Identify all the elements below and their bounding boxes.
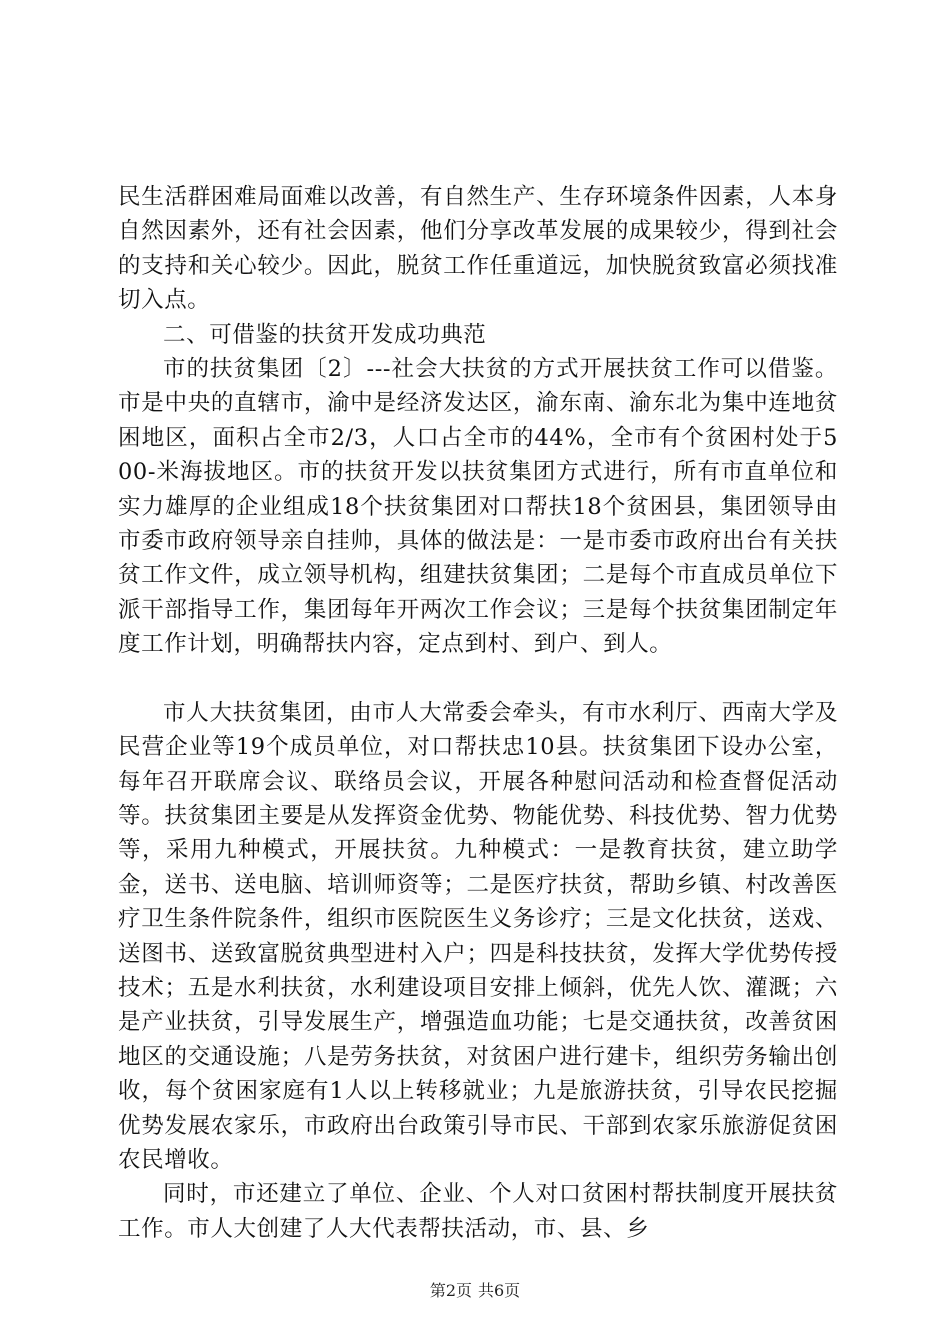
page-total: 共6页 <box>478 1281 521 1300</box>
paragraph-meanwhile: 同时，市还建立了单位、企业、个人对口贫困村帮扶制度开展扶贫工作。市人大创建了人大代表帮扶活动，市、县、乡 <box>118 1181 838 1242</box>
paragraph-continuation: 民生活群困难局面难以改善，有自然生产、生存环境条件因素，人本身自然因素外，还有社会因素，他们分享改革发展的成果较少，得到社会的支持和关心较少。因此，脱贫工作任重道远，加快脱贫致富必须找准切入点。 <box>118 184 838 314</box>
paragraph-poverty-group: 市的扶贫集团〔2〕---社会大扶贫的方式开展扶贫工作可以借鉴。市是中央的直辖市，渝中是经济发达区，渝东南、渝东北为集中连地贫困地区，面积占全市2/3，人口占全市的44%，全市有个贫困村处于500-米海拔地区。市的扶贫开发以扶贫集团方式进行，所有市直单位和实力雄厚的企业组成18个扶贫集团对口帮扶18个贫困县，集团领导由市委市政府领导亲自挂帅，具体的做法是：一是市委市政府出台有关扶贫工作文件，成立领导机构，组建扶贫集团；二是每个市直成员单位下派干部指导工作，集团每年开两次工作会议；三是每个扶贫集团制定年度工作计划，明确帮扶内容，定点到村、到户、到人。 <box>118 356 838 658</box>
section-heading: 二、可借鉴的扶贫开发成功典范 <box>163 321 487 348</box>
document-body <box>118 180 838 1246</box>
paragraph-npc-group: 市人大扶贫集团，由市人大常委会牵头，有市水利厅、西南大学及民营企业等19个成员单位，对口帮扶忠10县。扶贫集团下设办公室，每年召开联席会议、联络员会议，开展各种慰问活动和检查督促活动等。扶贫集团主要是从发挥资金优势、物能优势、科技优势、智力优势等，采用九种模式，开展扶贫。九种模式：一是教育扶贫，建立助学金，送书、送电脑、培训师资等；二是医疗扶贫，帮助乡镇、村改善医疗卫生条件院条件，组织市医院医生义务诊疗；三是文化扶贫，送戏、送图书、送致富脱贫典型进村入户；四是科技扶贫，发挥大学优势传授技术；五是水利扶贫，水利建设项目安排上倾斜，优先人饮、灌溉；六是产业扶贫，引导发展生产，增强造血功能；七是交通扶贫，改善贫困地区的交通设施；八是劳务扶贫，对贫困户进行建卡，组织劳务输出创收，每个贫困家庭有1人以上转移就业；九是旅游扶贫，引导农民挖掘优势发展农家乐，市政府出台政策引导市民、干部到农家乐旅游促贫困农民增收。 <box>118 699 838 1173</box>
page-footer <box>0 1280 950 1302</box>
page-number: 第2页 <box>429 1281 472 1300</box>
